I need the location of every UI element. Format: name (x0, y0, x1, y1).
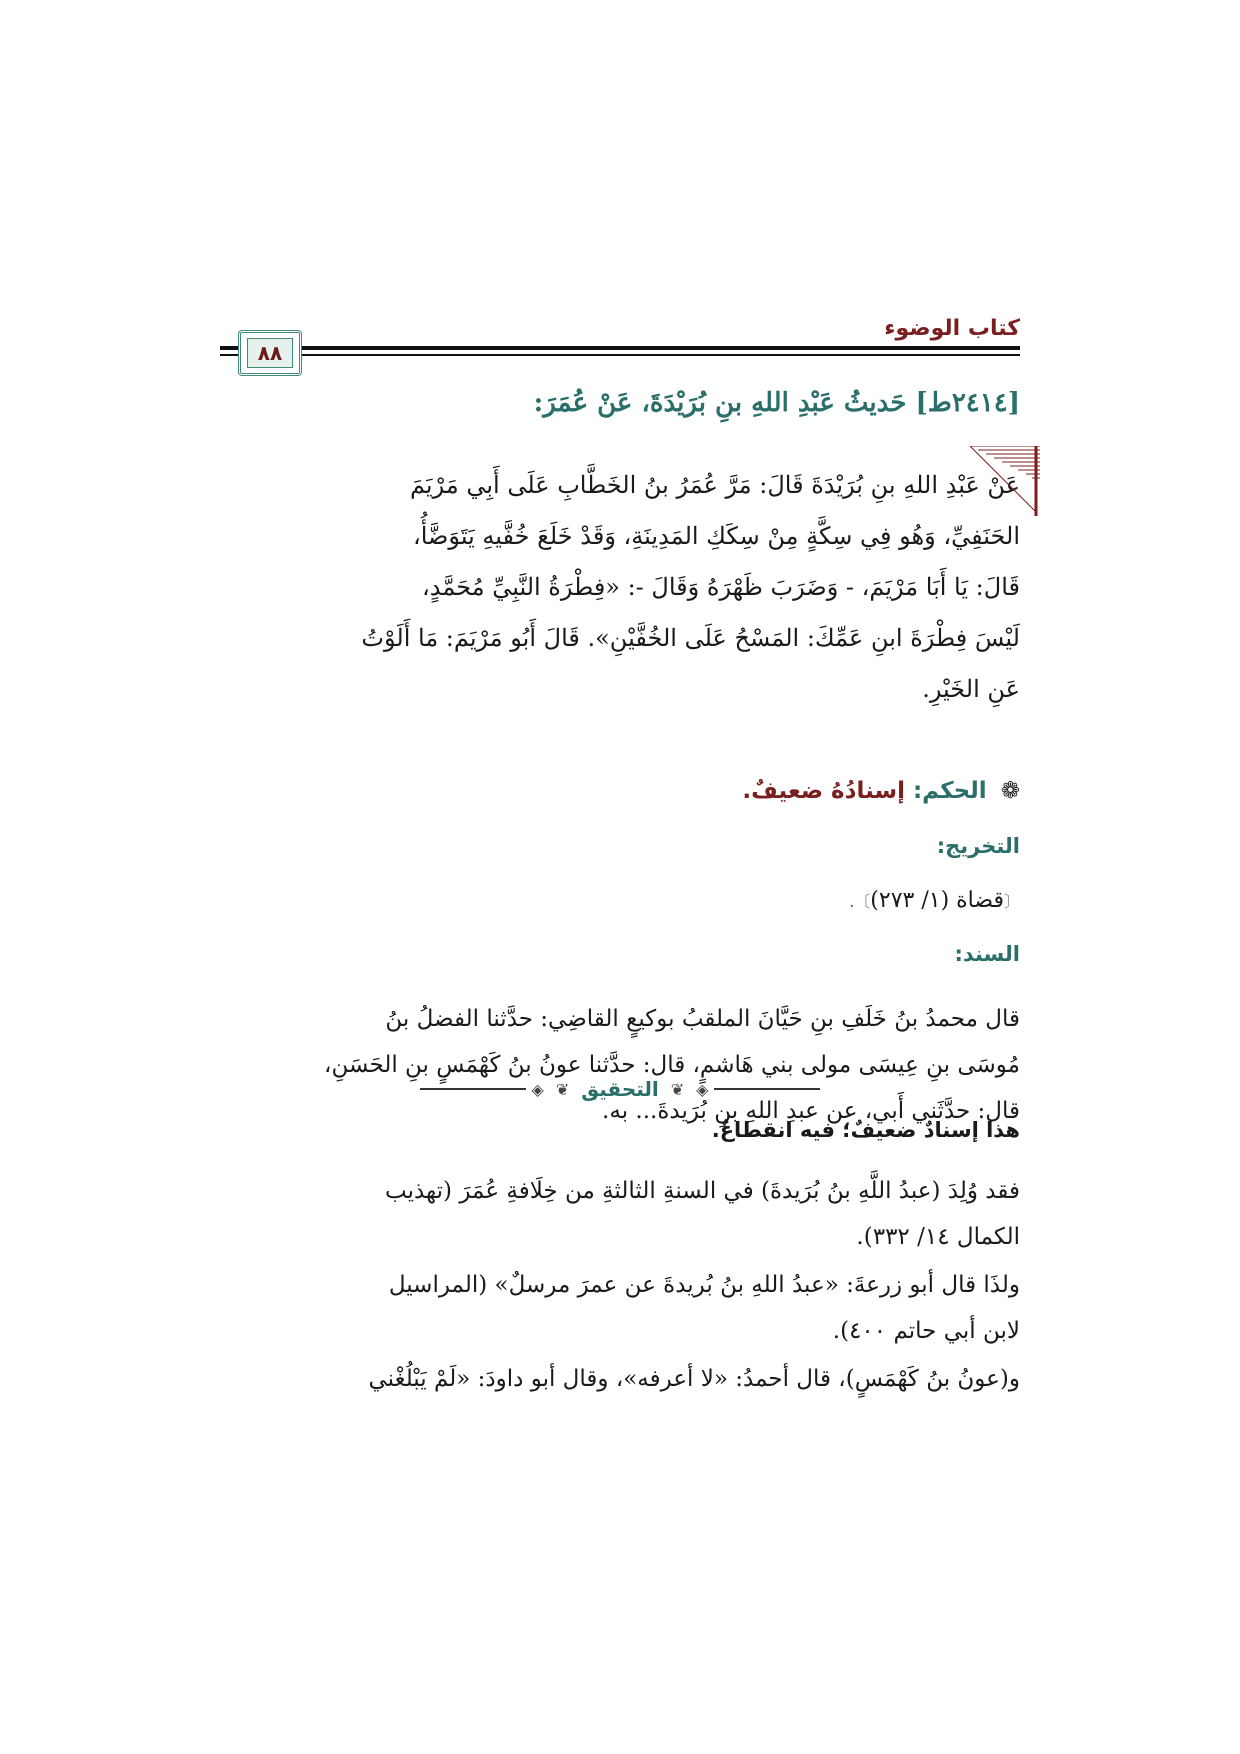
tahqiq-verdict: هذا إسنادٌ ضعيفٌ؛ فيه انقطاعٌ. (711, 1118, 1020, 1142)
hadith-line: الحَنَفِيِّ، وَهُو فِي سِكَّةٍ مِنْ سِكَكِ المَدِينَةِ، وَقَدْ خَلَعَ خُفَّيهِ يَتَوَضَّأُ، (412, 522, 1020, 550)
paragraph-line: و(عونُ بنُ كَهْمَسٍ)، قال أحمدُ: «لا أعرفه»، وقال أبو داودَ: «لَمْ يَبْلُغْني (368, 1366, 1020, 1392)
takhrij-source-line (849, 888, 1020, 913)
page-number-frame (238, 330, 302, 376)
tahqiq-paragraph-2 (220, 1262, 1020, 1354)
page-number: ٨٨ (247, 338, 293, 368)
divider-ornament-icon: ❦ (555, 1079, 570, 1099)
corner-ornament-icon (970, 446, 1040, 516)
tahqiq-heading: التحقيق (581, 1077, 659, 1101)
paragraph-line: لابن أبي حاتم ٤٠٠). (832, 1318, 1020, 1344)
hadith-number: [٢٤١٤ط] (915, 388, 1020, 418)
takhrij-source: قضاة (١/ ٢٧٣) (870, 888, 1004, 913)
hadith-line: عَنِ الخَيْرِ. (922, 675, 1020, 703)
hadith-text-block (220, 460, 1020, 715)
hadith-line: لَيْسَ فِطْرَةَ ابنِ عَمِّكَ: المَسْحُ عَلَى الخُفَّيْنِ». قَالَ أَبُو مَرْيَمَ: مَا أَلَوْتُ (361, 624, 1020, 652)
sanad-line: قال محمدُ بنُ خَلَفِ بنِ حَيَّانَ الملقبُ بوكيعٍ القاضِي: حدَّثنا الفضلُ بنُ (385, 1006, 1020, 1032)
header-rule (220, 346, 1020, 360)
paragraph-line: الكمال ١٤/ ٣٣٢). (856, 1224, 1020, 1250)
paragraph-line: ولذَا قال أبو زرعةَ: «عبدُ اللهِ بنُ بُريدةَ عن عمرَ مرسلٌ» (المراسيل (388, 1272, 1020, 1298)
divider-line (420, 1088, 526, 1090)
divider-ornament-icon: ❦ (670, 1079, 685, 1099)
sanad-heading: السند: (954, 942, 1020, 966)
paragraph-line: فقد وُلِدَ (عبدُ اللَّهِ بنُ بُرَيدةَ) في السنةِ الثالثةِ من خِلَافةِ عُمَرَ (تهذيب (385, 1178, 1020, 1204)
divider-ornament-icon: ◈ (696, 1079, 709, 1099)
sanad-line: قال: حدَّثَني أَبي، عن عبدِ اللهِ بنِ بُرَيدةَ... به. (602, 1098, 1020, 1124)
takhrij-heading: التخريج: (936, 834, 1020, 858)
tahqiq-divider (420, 1074, 820, 1104)
tahqiq-paragraph-3 (220, 1356, 1020, 1402)
sanad-line: مُوسَى بنِ عِيسَى مولى بني هَاشمٍ، قال: حدَّثنا عونُ بنُ كَهْمَسٍ بنِ الحَسَنِ، (324, 1052, 1020, 1078)
header-rule-thick (220, 346, 1020, 350)
document-page (220, 0, 1020, 1754)
hadith-line: عَنْ عَبْدِ اللهِ بنِ بُرَيْدَةَ قَالَ: مَرَّ عُمَرُ بنُ الخَطَّابِ عَلَى أَبِي مَرْيَمَ (409, 471, 1020, 499)
hadith-title-text: حَديثُ عَبْدِ اللهِ بنِ بُرَيْدَةَ، عَنْ عُمَرَ: (533, 388, 907, 418)
hadith-title (534, 388, 1020, 418)
hadith-line: قَالَ: يَا أَبَا مَرْيَمَ، - وَضَرَبَ ظَهْرَهُ وَقَالَ -: «فِطْرَةُ النَّبِيِّ مُحَمَّدٍ، (422, 573, 1020, 601)
running-title: كتاب الوضوء (884, 316, 1020, 341)
ruling-label: الحكم: (912, 778, 987, 804)
divider-ornament-icon: ◈ (531, 1079, 544, 1099)
bracket-close: 〕. (849, 892, 871, 911)
tahqiq-paragraph-1 (220, 1168, 1020, 1260)
ruling-verdict: إسنادُهُ ضعيفٌ. (742, 778, 905, 804)
header-rule-thin (220, 354, 1020, 356)
flower-ornament-icon: ❁ (1000, 778, 1020, 804)
hadith-text (220, 460, 1020, 715)
sanad-text (220, 996, 1020, 1134)
bracket-open: 〔 (1003, 892, 1020, 911)
ruling (742, 778, 1020, 804)
divider-line (714, 1088, 820, 1090)
